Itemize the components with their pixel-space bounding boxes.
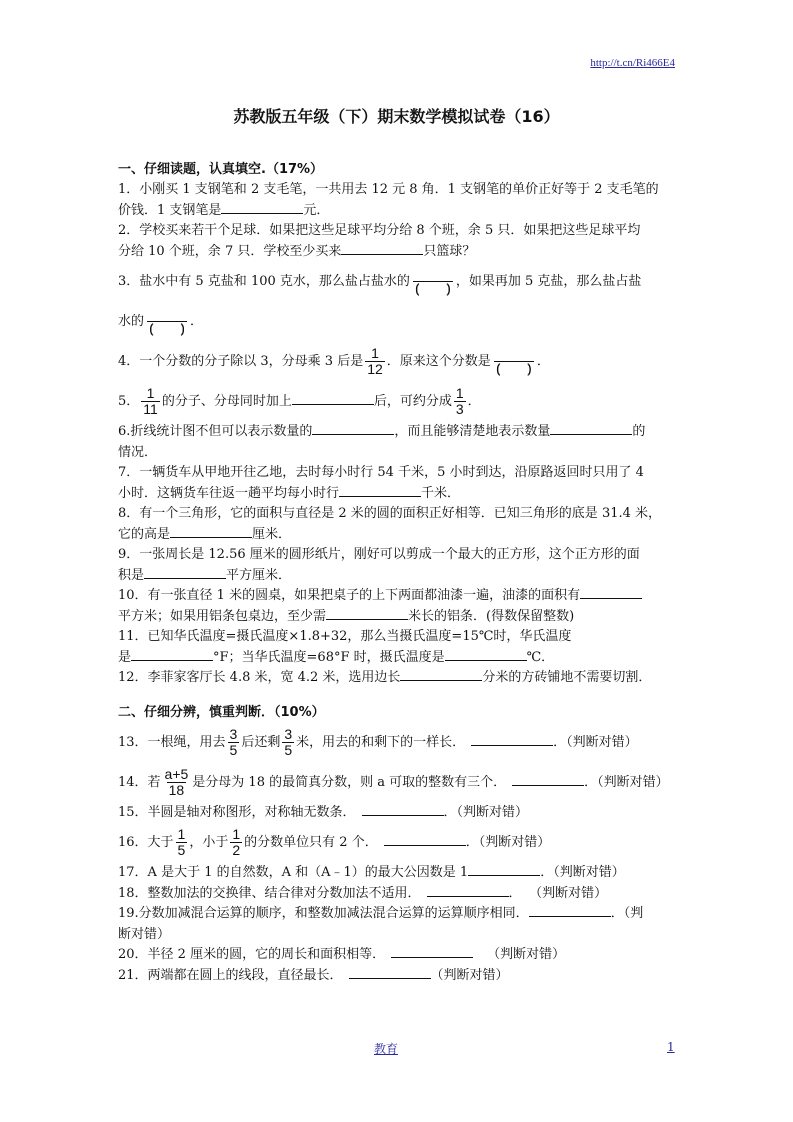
answer-blank[interactable]	[144, 566, 226, 579]
fraction: $\frac{3}{5}$	[284, 725, 293, 758]
paren-fraction-blank[interactable]	[413, 281, 453, 282]
exam-body	[118, 160, 676, 986]
fraction: $\frac{1}{5}$	[177, 826, 186, 858]
fraction: $\frac{1}{2}$	[232, 826, 241, 858]
answer-blank[interactable]	[580, 586, 642, 599]
question-16: 16．大于 $\frac{1}{5}$ ，小于 $\frac{1}{2}$ 的分数单位只有 2 个． ．（判断对错）	[118, 826, 551, 858]
answer-blank[interactable]	[445, 648, 527, 661]
footer-label[interactable]: 教育	[374, 1042, 399, 1056]
question-10: 10．有一张直径 1 米的圆桌，如果把桌子的上下两面都油漆一遍，油漆的面积有 平方米；如果用铝条包桌边，至少需 米长的铝条．(得数保留整数)	[118, 586, 676, 627]
answer-blank[interactable]	[384, 833, 466, 846]
answer-blank[interactable]	[400, 668, 482, 681]
question-8: 8．有一个三角形，它的面积与直径是 2 米的圆的面积正好相等．已知三角形的底是 31.4 米， 它的高是 厘米．	[118, 506, 662, 542]
question-1: 1．小刚买 1 支钢笔和 2 支毛笔，一共用去 12 元 8 角．1 支钢笔的单价正好等于 2 支毛笔的 价钱．1 支钢笔是 元．	[118, 182, 659, 218]
answer-blank[interactable]	[550, 422, 632, 435]
question-3-cont: 水的 ( ) ．	[118, 302, 676, 342]
question-17: 17．A 是大于 1 的自然数，A 和（A﹣1）的最大公因数是 1 ．（判断对错）	[118, 865, 625, 880]
answer-blank[interactable]	[131, 648, 213, 661]
answer-blank[interactable]	[349, 966, 431, 979]
fraction: $\frac{1}{11}$	[143, 385, 158, 417]
question-18: 18．整数加法的交换律、结合律对分数加法不适用． ． （判断对错）	[118, 885, 608, 901]
fraction: $\frac{a+5}{18}$	[164, 765, 189, 798]
question-11: 11．已知华氏温度=摄氏温度×1.8+32，那么当摄氏温度=15℃时，华氏温度 是 °F；当华氏温度=68°F 时，摄氏温度是 ℃．	[118, 629, 572, 665]
page-number: 1	[667, 1040, 675, 1054]
answer-blank[interactable]	[427, 884, 509, 897]
question-15: 15．半圆是轴对称图形，对称轴无数条． ．（判断对错）	[118, 804, 529, 820]
answer-blank[interactable]	[221, 201, 303, 214]
question-5: 5． $\frac{1}{11}$ 的分子、分母同时加上 后，可约分成 $\frac{1}{3}$ ．	[118, 385, 481, 417]
question-21: 21．两端都在圆上的线段，直径最长． （判断对错）	[118, 967, 509, 983]
answer-blank[interactable]	[170, 525, 252, 538]
question-7: 7．一辆货车从甲地开往乙地，去时每小时行 54 千米，5 小时到达，沿原路返回时只用了 4 小时．这辆货车往返一趟平均每小时行 千米．	[118, 465, 644, 501]
question-20: 20．半径 2 厘米的圆，它的周长和面积相等． （判断对错）	[118, 947, 566, 962]
paren-fraction-blank[interactable]	[147, 321, 187, 322]
answer-blank[interactable]	[326, 607, 408, 620]
question-14: 14．若 $\frac{a+5}{18}$ 是分母为 18 的最简真分数，则 a 可取的整数有三个． ．（判断对错）	[118, 765, 669, 798]
answer-blank[interactable]	[362, 803, 444, 816]
header-url[interactable]: http://t.cn/Ri466E4	[590, 57, 675, 69]
answer-blank[interactable]	[512, 773, 584, 786]
answer-blank[interactable]	[471, 733, 553, 746]
question-3: 3．盐水中有 5 克盐和 100 克水，那么盐占盐水的 ( ) ，如果再加 5 克盐，那么盐占盐	[118, 262, 676, 302]
section-heading-2: 二、仔细分辨，慎重判断．（10%）	[118, 704, 325, 720]
fraction: $\frac{1}{12}$	[367, 345, 383, 377]
answer-blank[interactable]	[468, 863, 540, 876]
answer-blank[interactable]	[529, 904, 611, 917]
answer-blank[interactable]	[391, 945, 473, 958]
answer-blank[interactable]	[292, 392, 374, 405]
question-4: 4．一个分数的分子除以 3，分母乘 3 后是 $\frac{1}{12}$ ．原来这个分数是 ( ) ．	[118, 342, 676, 382]
question-6: 6.折线统计图不但可以表示数量的 ，而且能够清楚地表示数量 的 情况．	[118, 424, 646, 460]
paren-fraction-blank[interactable]	[494, 361, 534, 362]
answer-blank[interactable]	[341, 242, 423, 255]
answer-blank[interactable]	[339, 484, 421, 497]
question-2: 2．学校买来若干个足球．如果把这些足球平均分给 8 个班，余 5 只．如果把这些足球平均 分给 10 个班，余 7 只．学校至少买来 只篮球？	[118, 223, 641, 259]
fraction: $\frac{3}{5}$	[229, 725, 238, 758]
fraction: $\frac{1}{3}$	[455, 385, 464, 417]
page-title: 苏教版五年级（下）期末数学模拟试卷（16）	[233, 107, 560, 126]
question-19: 19.分数加减混合运算的顺序，和整数加减法混合运算的运算顺序相同． ．（判 断对错）	[118, 906, 644, 942]
section-heading-1: 一、仔细读题，认真填空.（17%）	[118, 162, 324, 177]
question-12: 12．李菲家客厅长 4.8 米，宽 4.2 米，选用边长 分米的方砖铺地不需要切割．	[118, 670, 652, 685]
question-9: 9．一张周长是 12.56 厘米的圆形纸片，刚好可以剪成一个最大的正方形，这个正方形的面 积是 平方厘米．	[118, 547, 640, 583]
question-13: 13．一根绳，用去 $\frac{3}{5}$ 后还剩 $\frac{3}{5}$ 米，用去的和剩下的一样长． ．（判断对错）	[118, 725, 638, 758]
answer-blank[interactable]	[312, 422, 394, 435]
